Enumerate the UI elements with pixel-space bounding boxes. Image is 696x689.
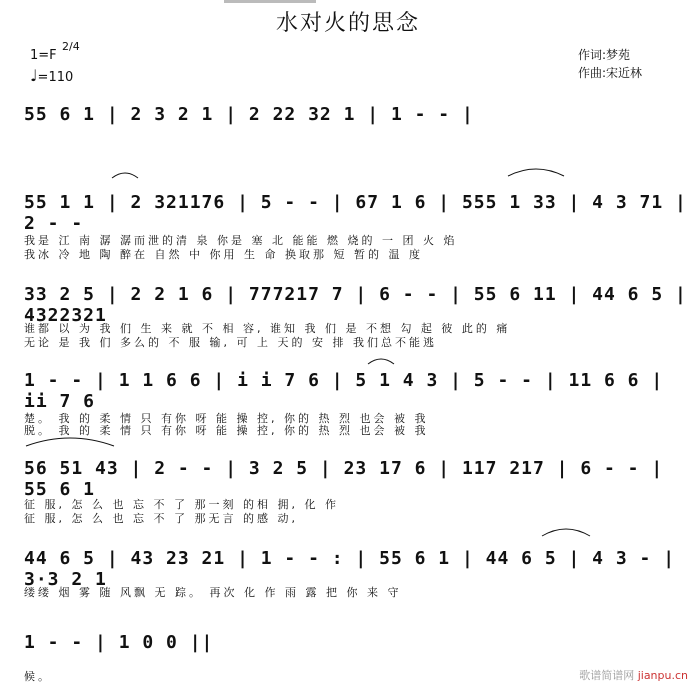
tempo-value: =110 xyxy=(37,70,74,85)
score-row-2 xyxy=(0,184,696,264)
notes-row-7: 1 - - | 1 0 0 || xyxy=(24,632,214,653)
watermark-site: 歌谱简谱网 xyxy=(579,669,635,682)
composer: 作曲:宋近林 xyxy=(578,66,643,80)
time-signature-text: 2/4 xyxy=(62,40,80,53)
lyrics-row-5-verse-1: 征 服, 怎 么 也 忘 不 了 那一刻 的相 拥, 化 作 xyxy=(24,498,339,511)
watermark xyxy=(579,667,688,683)
lyrics-row-3-verse-2: 无论 是 我 们 多么的 不 服 输, 可 上 天的 安 排 我们总不能逃 xyxy=(24,336,437,349)
slur-mark xyxy=(366,354,396,366)
score-row-6 xyxy=(0,544,696,606)
top-rule xyxy=(224,0,316,3)
notes-row-1: 55 6 1 | 2 3 2 1 | 2 22 32 1 | 1 - - | xyxy=(24,104,474,125)
notes-row-5: 56 51 43 | 2 - - | 3 2 5 | 23 17 6 | 117 217 | 6 - - | 55 6 1 xyxy=(24,458,664,500)
song-title: 水对火的思念 xyxy=(275,11,420,36)
lyrics-row-5-verse-2: 征 服, 怎 么 也 忘 不 了 那无言 的感 动, xyxy=(24,512,298,525)
quarter-note-icon: ♩ xyxy=(30,66,38,85)
lyrics-row-4-verse-2: 脱。 我 的 柔 情 只 有你 呀 能 操 控, 你的 热 烈 也会 被 我 xyxy=(24,424,429,437)
time-signature xyxy=(62,40,80,53)
lyrics-row-6: 缕缕 烟 雾 随 风飘 无 踪。 再次 化 作 雨 露 把 你 来 守 xyxy=(24,586,402,599)
lyricist: 作词:梦苑 xyxy=(578,48,631,62)
lyrics-row-7: 候。 xyxy=(24,670,52,683)
score-row-1 xyxy=(0,96,696,136)
notes-row-3: 33 2 5 | 2 2 1 6 | 777217 7 | 6 - - | 55 6 11 | 44 6 5 | 4322321 xyxy=(24,284,687,326)
lyrics-row-4-verse-1: 楚。 我 的 柔 情 只 有你 呀 能 操 控, 你的 热 烈 也会 被 我 xyxy=(24,412,429,425)
lyrics-row-3-verse-1: 谁都 以 为 我 们 生 来 就 不 相 容, 谁知 我 们 是 不想 勾 起 彼 此的 痛 xyxy=(24,322,511,335)
tempo-marking xyxy=(30,66,73,85)
slur-mark xyxy=(24,430,116,448)
notes-row-6: 44 6 5 | 43 23 21 | 1 - - : | 55 6 1 | 44 6 5 | 4 3 - | 3·3 2 1 xyxy=(24,548,676,590)
lyrics-row-2-verse-2: 我冰 冷 地 陶 醉在 自然 中 你用 生 命 换取那 短 暂的 温 度 xyxy=(24,248,423,261)
slur-mark xyxy=(540,522,592,538)
notes-row-2: 55 1 1 | 2 321176 | 5 - - | 67 1 6 | 555 1 33 | 4 3 71 | 2 - - xyxy=(24,192,687,234)
slur-mark xyxy=(110,168,140,180)
lyrics-row-2-verse-1: 我是 江 南 潺 潺而泄的清 泉 你是 塞 北 能能 燃 烧的 一 团 火 焰 xyxy=(24,234,458,247)
score-row-3 xyxy=(0,278,696,358)
key-signature: 1=F xyxy=(30,48,57,63)
slur-mark xyxy=(506,162,566,178)
watermark-url: jianpu.cn xyxy=(637,669,688,682)
notes-row-4: 1 - - | 1 1 6 6 | i i 7 6 | 5 1 4 3 | 5 - - | 11 6 6 | ii 7 6 xyxy=(24,370,664,412)
